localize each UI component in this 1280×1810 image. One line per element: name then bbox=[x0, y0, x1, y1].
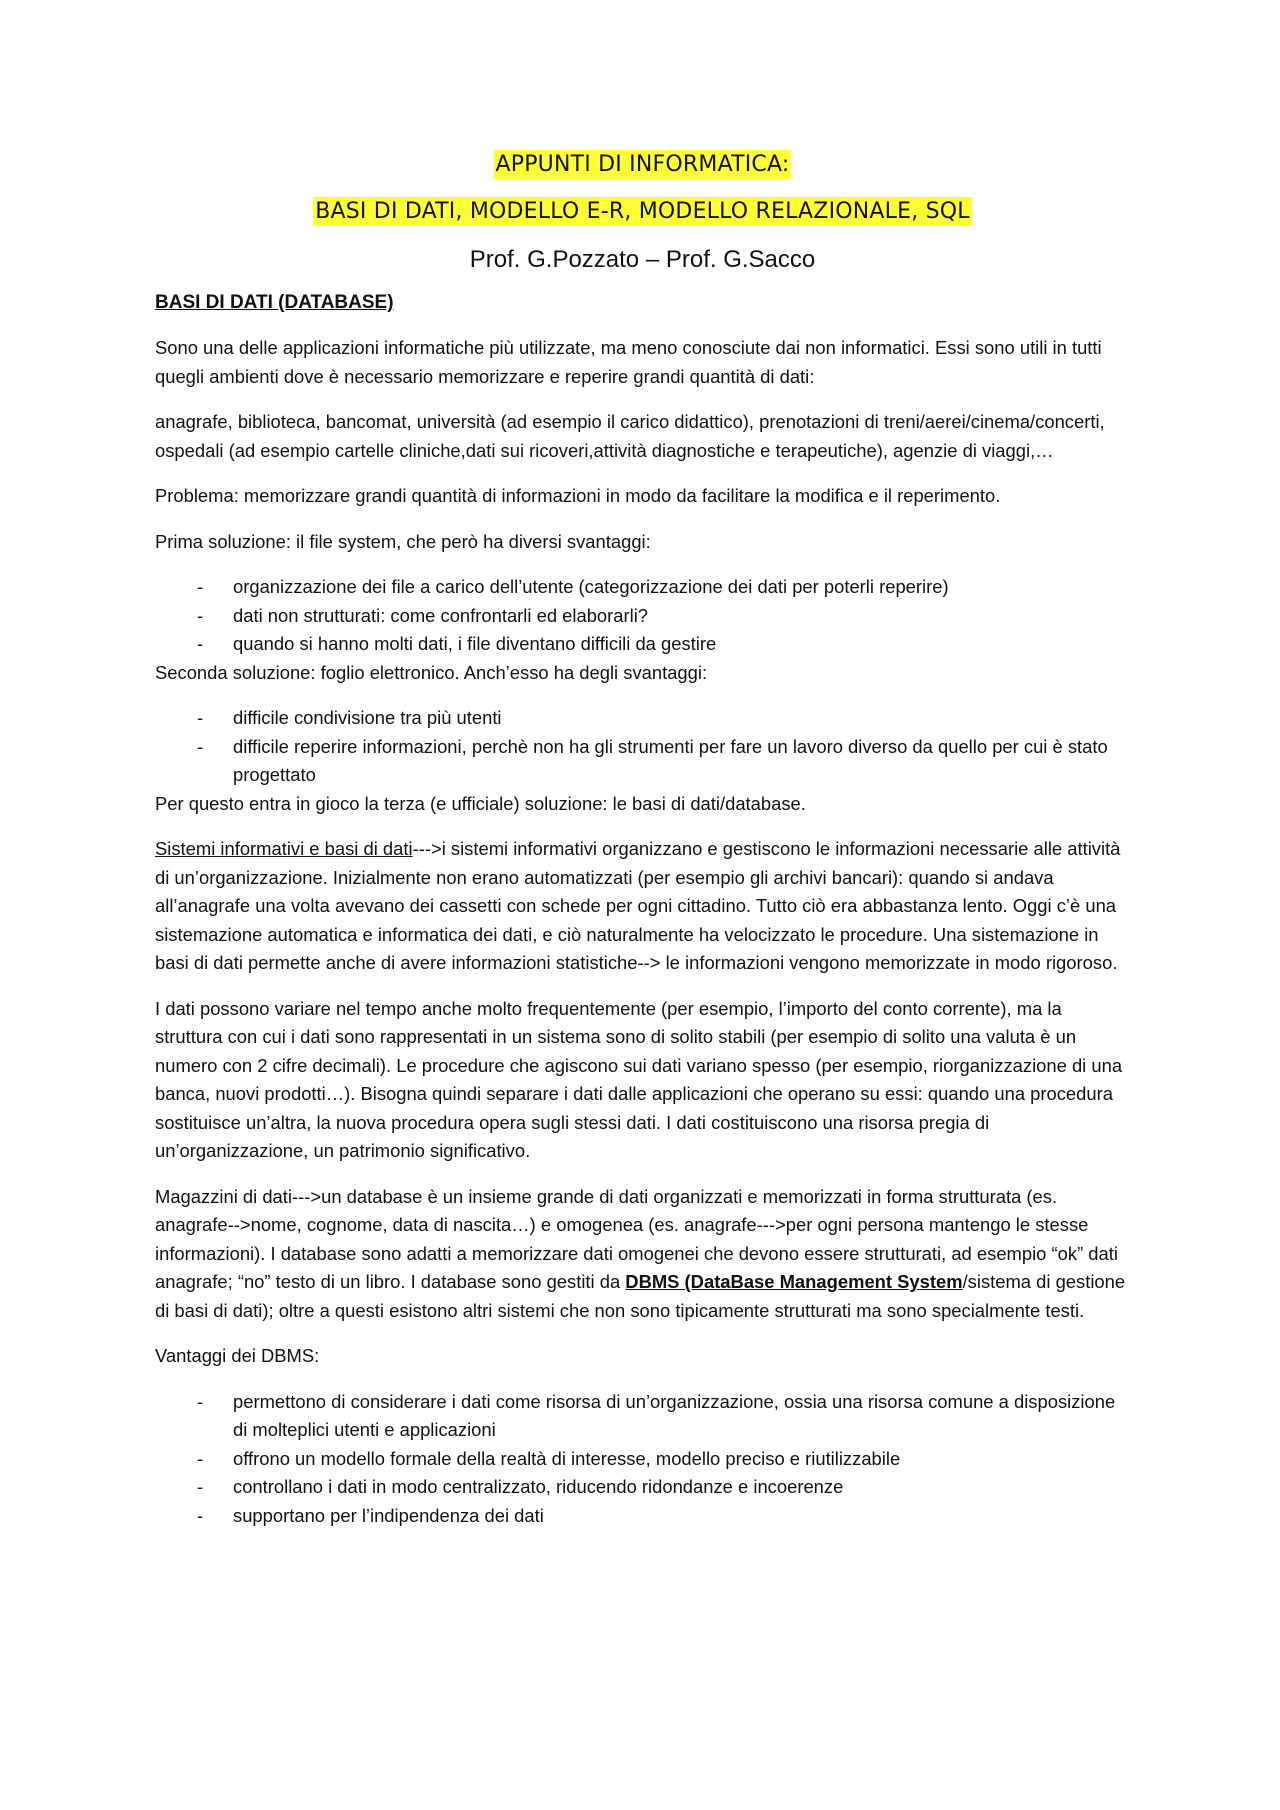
data-warehouses-text-end: /sistema di gestione di basi di dati); oltre a questi esistono altri sistemi che non sono tipicamente strutturati ma sono specialmente testi. bbox=[155, 1271, 1126, 1321]
list-item: - supportano per l’indipendenza dei dati bbox=[155, 1502, 1130, 1531]
list-item: - difficile condivisione tra più utenti bbox=[155, 704, 1130, 733]
information-systems-text: --->i sistemi informativi organizzano e gestiscono le informazioni necessarie alle attività di un’organizzazione. Inizialmente non erano automatizzati (per esempio gli archivi bancari): quando si andava all’anagrafe una volta avevano dei cassetti con schede per ogni cittadino. Tutto ciò era abbastanza lento. Oggi c’è una sistemazione automatica e informatica dei dati, e ciò naturalmente ha velocizzato le procedure. Una sistemazione in basi di dati permette anche di avere informazioni statistiche--> le informazioni vengono memorizzate in modo rigoroso. bbox=[155, 838, 1121, 973]
paragraph-problem: Problema: memorizzare grandi quantità di informazioni in modo da facilitare la modifica e il reperimento. bbox=[155, 485, 1001, 506]
paragraph-intro: Sono una delle applicazioni informatiche più utilizzate, ma meno conosciute dai non informatici. Essi sono utili in tutti quegli ambienti dove è necessario memorizzare e reperire grandi quantità di dati: bbox=[155, 337, 1102, 387]
title-block bbox=[155, 150, 1130, 276]
list-item: - permettono di considerare i dati come risorsa di un’organizzazione, ossia una risorsa comune a disposizione di molteplici utenti e applicazioni bbox=[155, 1388, 1130, 1445]
paragraph-information-systems bbox=[155, 835, 1130, 978]
authors: Prof. G.Pozzato – Prof. G.Sacco bbox=[469, 246, 816, 273]
document-title: APPUNTI DI INFORMATICA: bbox=[495, 152, 790, 177]
paragraph-data-warehouses bbox=[155, 1183, 1130, 1326]
document-subtitle: BASI DI DATI, MODELLO E-R, MODELLO RELAZIONALE, SQL bbox=[315, 199, 970, 224]
title-line-1-wrap bbox=[155, 150, 1130, 181]
information-systems-term: Sistemi informativi e basi di dati bbox=[155, 838, 413, 859]
dbms-term: DBMS (DataBase Management System bbox=[625, 1271, 963, 1292]
spreadsheet-disadvantages-list bbox=[155, 704, 1130, 790]
list-item: - dati non strutturati: come confrontarli ed elaborarli? bbox=[155, 602, 1130, 631]
list-item: - offrono un modello formale della realtà di interesse, modello preciso e riutilizzabile bbox=[155, 1445, 1130, 1474]
title-line-2-wrap bbox=[155, 197, 1130, 228]
list-item: - difficile reperire informazioni, perchè non ha gli strumenti per fare un lavoro diverso da quello per cui è stato progettato bbox=[155, 733, 1130, 790]
list-item: - controllano i dati in modo centralizzato, riducendo ridondanze e incoerenze bbox=[155, 1473, 1130, 1502]
section-title: BASI DI DATI (DATABASE) bbox=[155, 292, 394, 313]
paragraph-dbms-advantages: Vantaggi dei DBMS: bbox=[155, 1345, 320, 1366]
list-item: - quando si hanno molti dati, i file diventano difficili da gestire bbox=[155, 630, 1130, 659]
dbms-advantages-list bbox=[155, 1388, 1130, 1531]
paragraph-third-solution: Per questo entra in gioco la terza (e ufficiale) soluzione: le basi di dati/database. bbox=[155, 792, 806, 814]
paragraph-second-solution: Seconda soluzione: foglio elettronico. Anch’esso ha degli svantaggi: bbox=[155, 661, 708, 683]
paragraph-examples: anagrafe, biblioteca, bancomat, università (ad esempio il carico didattico), prenotazioni di treni/aerei/cinema/concerti, ospedali (ad esempio cartelle cliniche,dati sui ricoveri,attività diagnostiche e terapeutiche), agenzie di viaggi,… bbox=[155, 411, 1105, 461]
filesystem-disadvantages-list bbox=[155, 573, 1130, 659]
data-warehouses-text: Magazzini di dati--->un database è un insieme grande di dati organizzati e memorizzati in forma strutturata (es. anagrafe-->nome, cognome, data di nascita…) e omogenea (es. anagrafe--->per ogni persona mantengo le stesse informazioni). I database sono adatti a memorizzare dati omogenei che devono essere strutturati, ad esempio “ok” dati anagrafe; “no” testo di un libro. I database sono gestiti da bbox=[155, 1185, 1118, 1292]
paragraph-first-solution: Prima soluzione: il file system, che però ha diversi svantaggi: bbox=[155, 530, 651, 552]
paragraph-data-variation: I dati possono variare nel tempo anche molto frequentemente (per esempio, l’importo del conto corrente), ma la struttura con cui i dati sono rappresentati in un sistema sono di solito stabili (per esempio di solito una valuta è un numero con 2 cifre decimali). Le procedure che agiscono sui dati variano spesso (per esempio, riorganizzazione di una banca, nuovi prodotti…). Bisogna quindi separare i dati dalle applicazioni che operano su essi: quando una procedura sostituisce un’altra, la nuova procedura opera sugli stessi dati. I dati costituiscono una risorsa pregia di un’organizzazione, un patrimonio significativo. bbox=[155, 997, 1123, 1161]
list-item: - organizzazione dei file a carico dell’utente (categorizzazione dei dati per poterli reperire) bbox=[155, 573, 1130, 602]
